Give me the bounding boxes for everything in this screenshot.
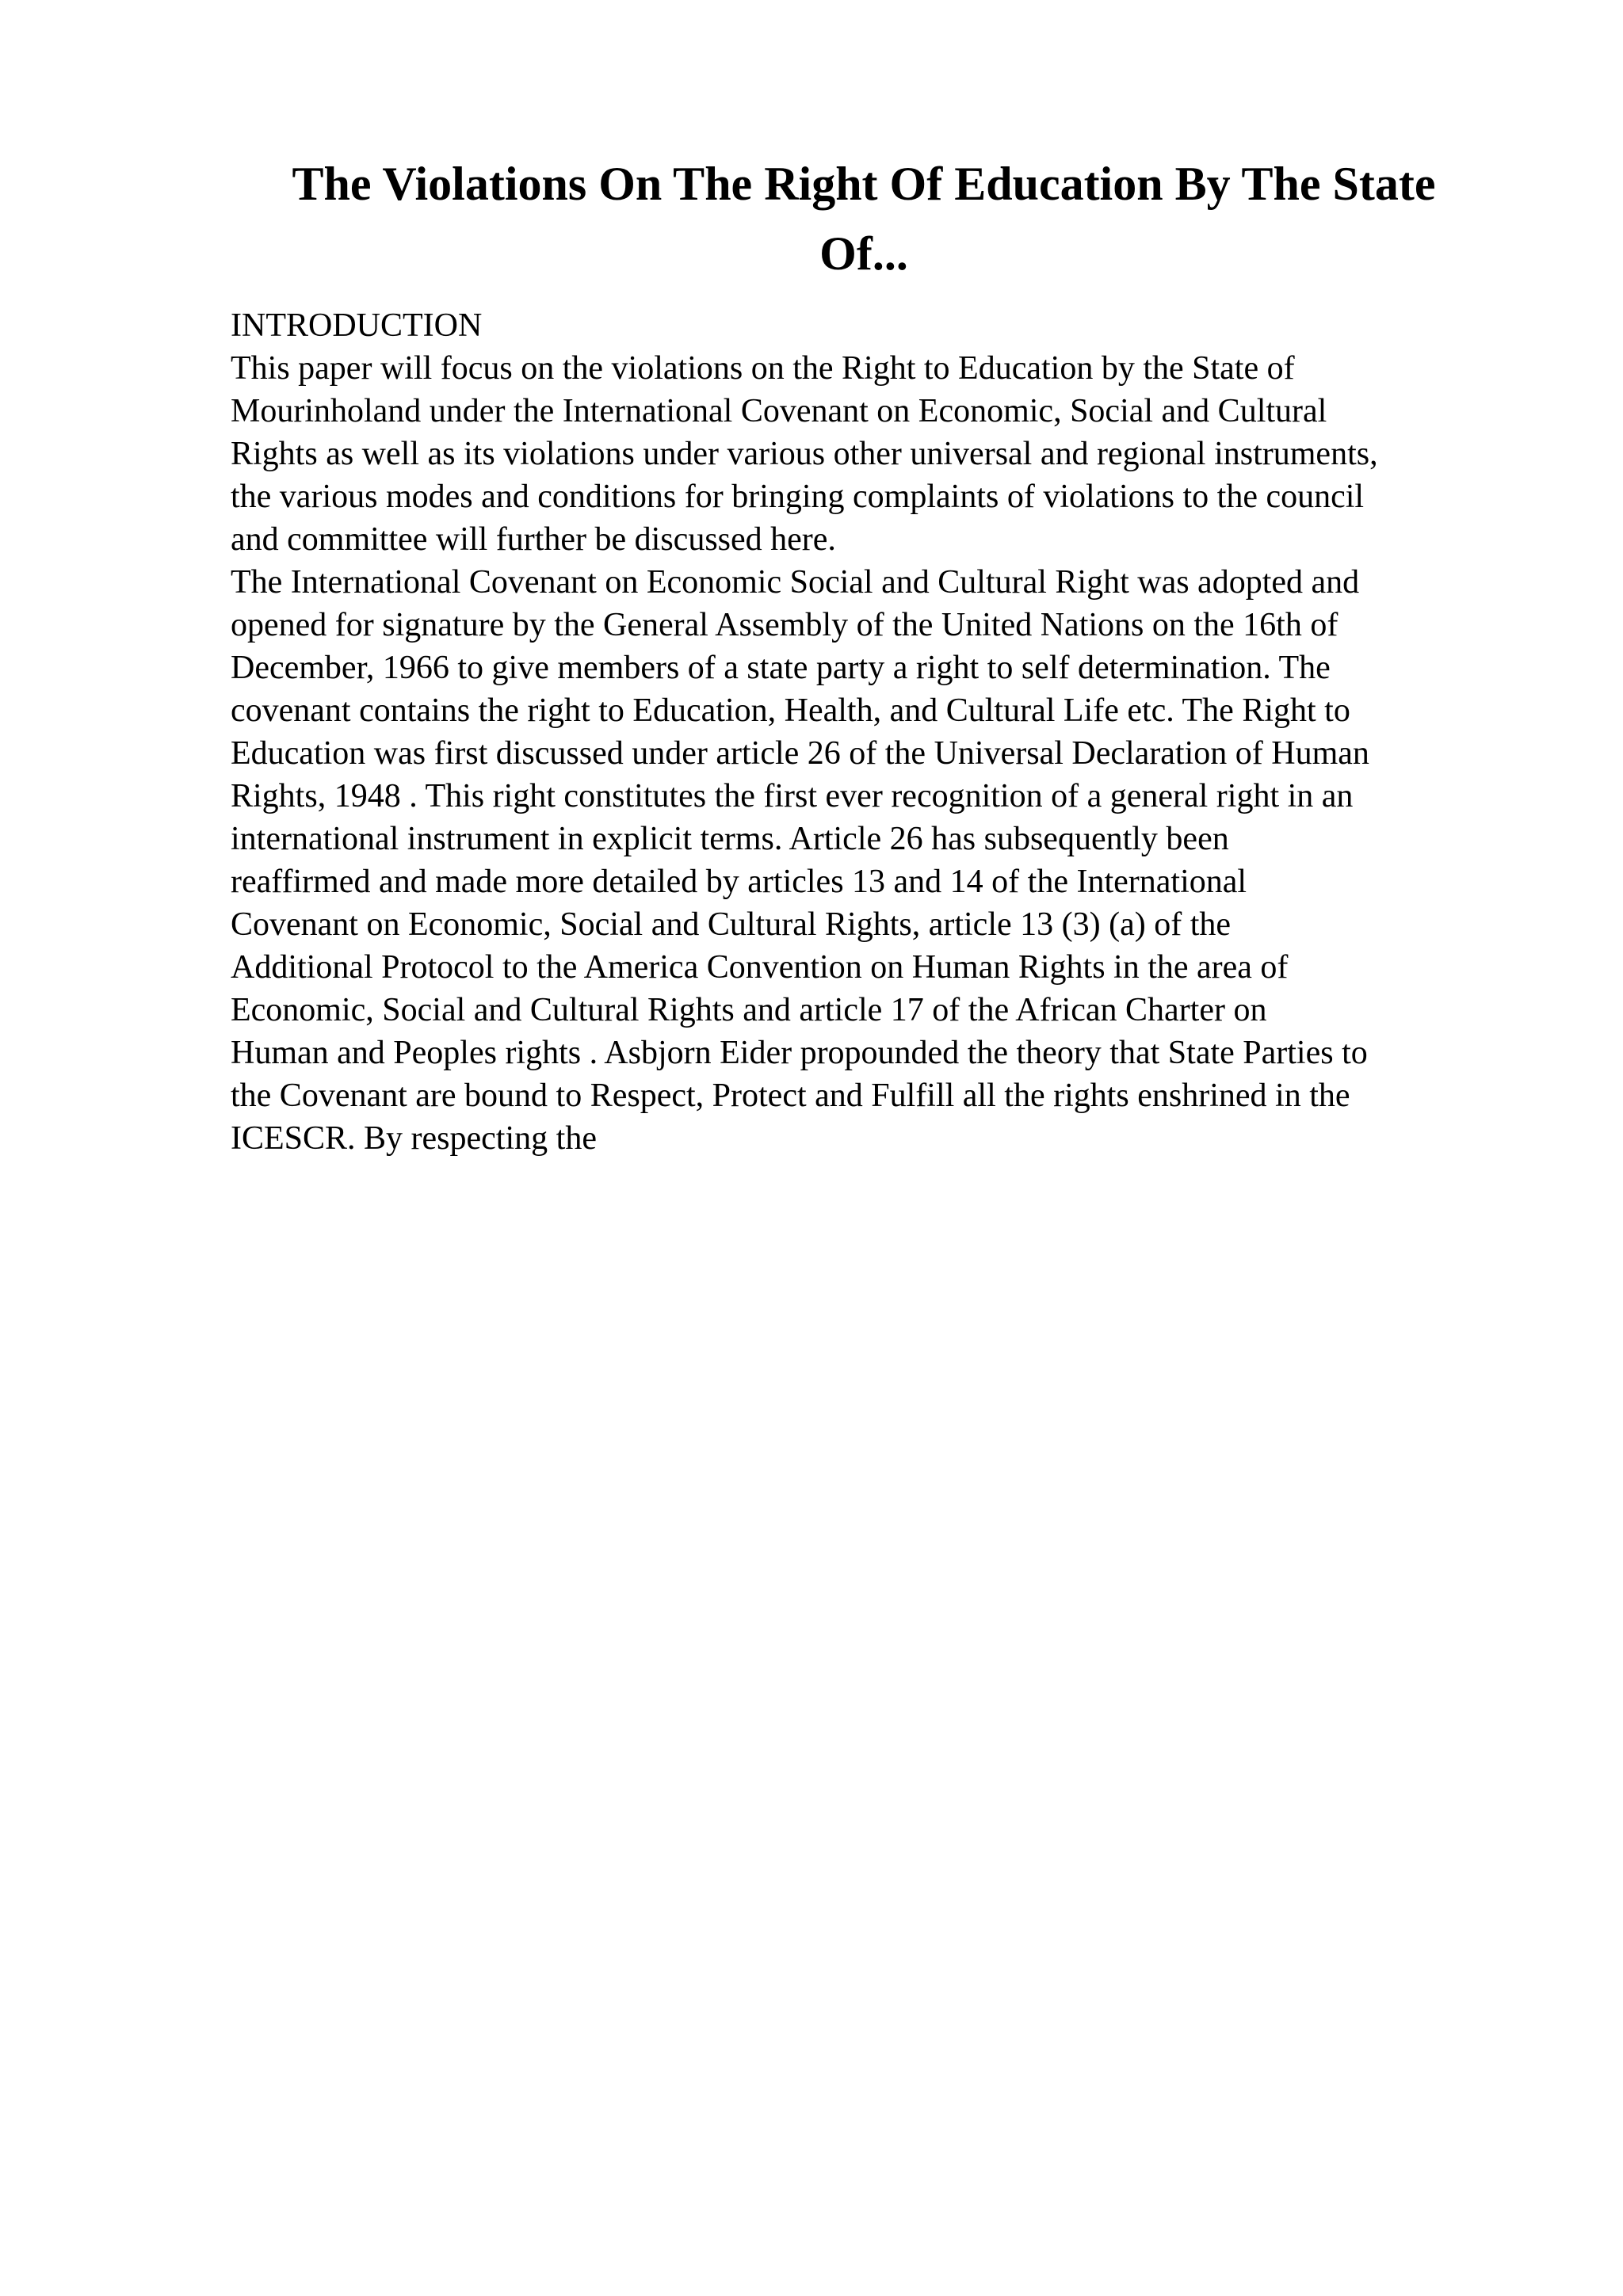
paragraph-introduction [231,347,1514,561]
text-line: Human and Peoples rights . Asbjorn Eider propounded the theory that State Parties to [231,1035,1368,1071]
text-line: ICESCR. By respecting the [231,1120,597,1157]
section-heading: INTRODUCTION [231,307,483,344]
text-line: Covenant on Economic, Social and Cultural Rights, article 13 (3) (a) of the [231,906,1232,943]
title-line: Of... [819,227,908,280]
text-line: reaffirmed and made more detailed by articles 13 and 14 of the International [231,864,1247,900]
title-line: The Violations On The Right Of Education By The State [292,158,1436,210]
text-line: The International Covenant on Economic Social and Cultural Right was adopted and [231,564,1360,601]
text-line: opened for signature by the General Assembly of the United Nations on the 16th of [231,607,1338,643]
text-line: Education was first discussed under article 26 of the Universal Declaration of Human [231,735,1369,772]
text-line: December, 1966 to give members of a state party a right to self determination. The [231,650,1331,686]
text-line: Rights, 1948 . This right constitutes the first ever recognition of a general right in an [231,778,1354,814]
paragraph-covenant [231,561,1514,1160]
text-line: This paper will focus on the violations on the Right to Education by the State of [231,350,1295,387]
text-line: Additional Protocol to the America Convention on Human Rights in the area of [231,949,1289,986]
text-line: international instrument in explicit terms. Article 26 has subsequently been [231,821,1229,857]
text-line: the various modes and conditions for bringing complaints of violations to the council [231,479,1365,515]
text-line: and committee will further be discussed here. [231,521,836,558]
text-line: Economic, Social and Cultural Rights and article 17 of the African Charter on [231,992,1267,1028]
text-line: the Covenant are bound to Respect, Protect and Fulfill all the rights enshrined in the [231,1077,1350,1114]
text-line: covenant contains the right to Education, Health, and Cultural Life etc. The Right to [231,692,1350,729]
document-title [230,149,1498,288]
text-line: Mourinholand under the International Covenant on Economic, Social and Cultural [231,393,1327,429]
text-line: Rights as well as its violations under various other universal and regional instruments, [231,436,1378,472]
document-body [231,304,1514,1160]
